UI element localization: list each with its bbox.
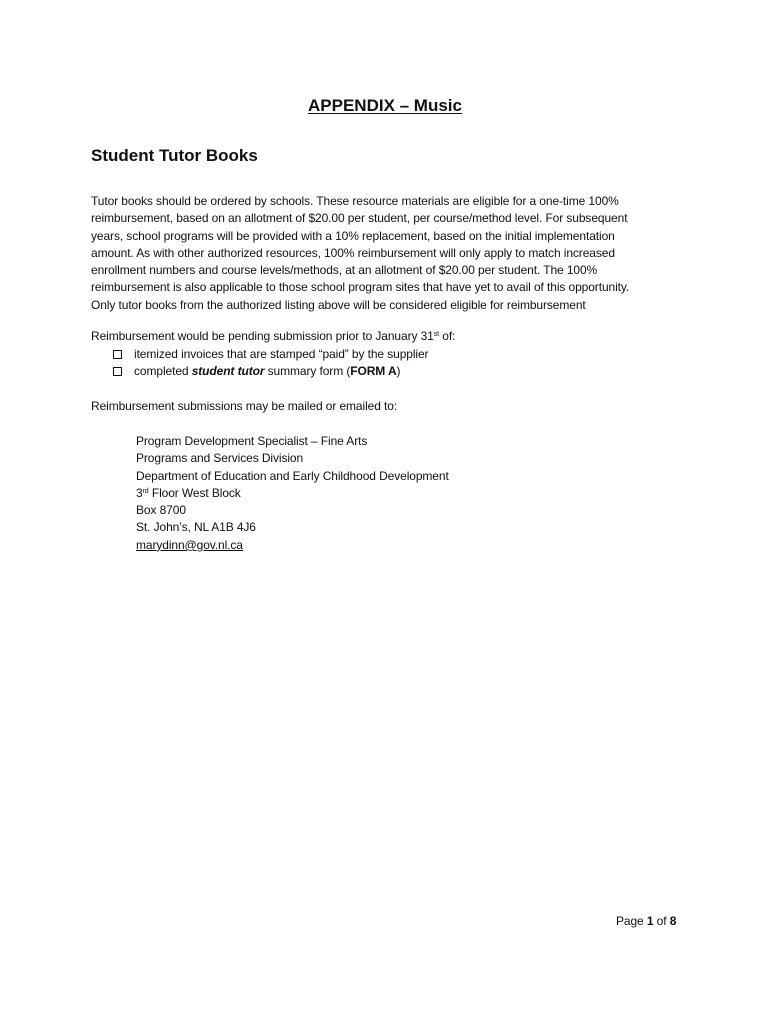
address-line: Program Development Specialist – Fine Arts — [136, 434, 368, 448]
checklist-emphasis: student tutor — [191, 364, 265, 379]
paragraph-line: Only tutor books from the authorized listing above will be considered eligible for reimbursement — [91, 297, 586, 312]
page-label: Page — [616, 914, 647, 928]
paragraph-line: enrollment numbers and course levels/methods, at an allotment of $20.00 per student. The 100% — [91, 263, 598, 278]
floor-text: Floor West Block — [148, 485, 241, 500]
requirement-before: Reimbursement would be pending submission prior to January 31 — [91, 329, 434, 343]
floor-ordinal: rd — [142, 487, 149, 495]
checklist-text: completed — [134, 364, 192, 379]
page-title: APPENDIX – Music — [308, 96, 462, 115]
checkbox-icon — [113, 367, 122, 376]
requirement-after: of: — [439, 329, 456, 343]
address-line: Programs and Services Division — [136, 451, 304, 466]
checklist-text: ) — [396, 364, 401, 379]
checklist-item — [113, 363, 428, 380]
mailing-address — [136, 433, 449, 554]
page-number — [616, 913, 676, 930]
address-line — [136, 537, 449, 554]
paragraph-line: Tutor books should be ordered by schools. These resource materials are eligible for a one-time 100% — [91, 194, 619, 208]
email-link[interactable]: marydinn@gov.nl.ca — [136, 537, 243, 552]
paragraph-line: reimbursement is also applicable to those school program sites that have yet to avail of this opportunity. — [91, 280, 630, 295]
floor-number: 3 — [136, 485, 143, 500]
submission-text: Reimbursement submissions may be mailed or emailed to: — [91, 399, 398, 413]
address-line: Department of Education and Early Childhood Development — [136, 468, 449, 483]
paragraph-line: reimbursement, based on an allotment of $20.00 per student, per course/method level. For subsequent — [91, 211, 628, 226]
checklist-text: summary form ( — [264, 364, 351, 379]
checklist-item-label: itemized invoices that are stamped “paid” by the supplier — [134, 347, 429, 361]
requirement-ordinal: st — [433, 331, 440, 338]
requirement-text — [91, 328, 455, 345]
address-line — [136, 485, 449, 502]
paragraph-line: amount. As with other authorized resources, 100% reimbursement will only apply to match increased — [91, 245, 615, 260]
paragraph-line: years, school programs will be provided with a 10% replacement, based on the initial implementation — [91, 228, 615, 243]
requirements-checklist — [113, 346, 428, 381]
section-heading: Student Tutor Books — [91, 146, 258, 165]
page-total: 8 — [669, 914, 677, 928]
form-name: FORM A — [350, 364, 397, 379]
checkbox-icon — [113, 350, 122, 359]
page-current: 1 — [646, 914, 654, 928]
address-line: St. John’s, NL A1B 4J6 — [136, 520, 256, 535]
page-of-label: of — [653, 914, 670, 928]
body-paragraph — [91, 193, 691, 314]
checklist-item — [113, 346, 428, 363]
checklist-item-label — [134, 363, 400, 380]
address-line: Box 8700 — [136, 503, 186, 518]
